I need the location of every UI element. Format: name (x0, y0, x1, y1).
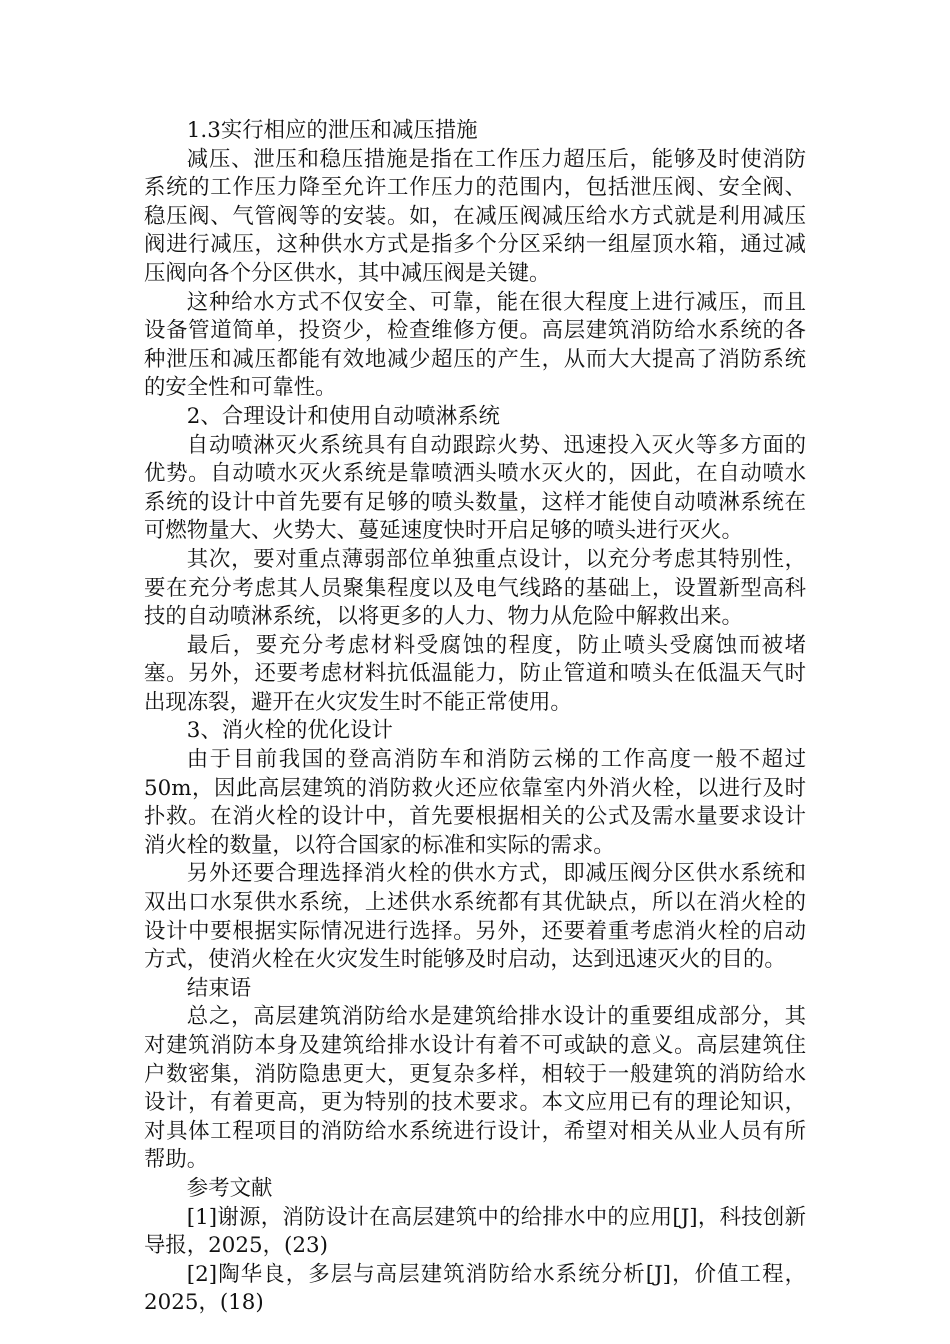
paragraph: 另外还要合理选择消火栓的供水方式，即减压阀分区供水系统和双出口水泵供水系统，上述供水系统都有其优缺点，所以在消火栓的设计中要根据实际情况进行选择。另外，还要着重考虑消火栓的启动方式，使消火栓在火灾发生时能够及时启动，达到迅速灭火的目的。 (144, 861, 806, 973)
paragraph: 减压、泄压和稳压措施是指在工作压力超压后，能够及时使消防系统的工作压力降至允许工作压力的范围内，包括泄压阀、安全阀、稳压阀、气管阀等的安装。如，在减压阀减压给水方式就是利用减压阀进行减压，这种供水方式是指多个分区采纳一组屋顶水箱，通过减压阀向各个分区供水，其中减压阀是关键。 (144, 146, 806, 286)
paragraph: 最后，要充分考虑材料受腐蚀的程度，防止喷头受腐蚀而被堵塞。另外，还要考虑材料抗低温能力，防止管道和喷头在低温天气时出现冻裂，避开在火灾发生时不能正常使用。 (144, 632, 806, 715)
paragraph: 由于目前我国的登高消防车和消防云梯的工作高度一般不超过50m，因此高层建筑的消防救火还应依靠室内外消火栓，以进行及时扑救。在消火栓的设计中，首先要根据相关的公式及需水量要求设计消火栓的数量，以符合国家的标准和实际的需求。 (144, 747, 806, 858)
paragraph: 自动喷淋灭火系统具有自动跟踪火势、迅速投入灭火等多方面的优势。自动喷水灭火系统是靠喷洒头喷水灭火的，因此，在自动喷水系统的设计中首先要有足够的喷头数量，这样才能使自动喷淋系统在可燃物量大、火势大、蔓延速度快时开启足够的喷头进行灭火。 (144, 432, 806, 544)
reference-item: [1]谢源，消防设计在高层建筑中的给排水中的应用[J]，科技创新导报，2025，(23) (144, 1204, 806, 1259)
section-heading-2: 2、合理设计和使用自动喷淋系统 (186, 403, 500, 429)
reference-item: [2]陶华良，多层与高层建筑消防给水系统分析[J]，价值工程，2025，(18) (144, 1261, 806, 1316)
section-heading-3: 3、消火栓的优化设计 (186, 718, 393, 744)
section-heading-1-3: 1.3实行相应的泄压和减压措施 (186, 118, 478, 143)
references-heading: 参考文献 (186, 1175, 273, 1201)
conclusion-heading: 结束语 (186, 975, 251, 1001)
paragraph: 总之，高层建筑消防给水是建筑给排水设计的重要组成部分，其对建筑消防本身及建筑给排水设计有着不可或缺的意义。高层建筑住户数密集，消防隐患更大，更复杂多样，相较于一般建筑的消防给水设计，有着更高，更为特别的技术要求。本文应用已有的理论知识，对具体工程项目的消防给水系统进行设计，希望对相关从业人员有所帮助。 (144, 1004, 806, 1173)
document-body (144, 117, 806, 1318)
paragraph: 其次，要对重点薄弱部位单独重点设计，以充分考虑其特别性，要在充分考虑其人员聚集程度以及电气线路的基础上，设置新型高科技的自动喷淋系统，以将更多的人力、物力从危险中解救出来。 (144, 546, 806, 630)
paragraph: 这种给水方式不仅安全、可靠，能在很大程度上进行减压，而且设备管道简单，投资少，检查维修方便。高层建筑消防给水系统的各种泄压和减压都能有效地减少超压的产生，从而大大提高了消防系统的安全性和可靠性。 (144, 289, 806, 401)
